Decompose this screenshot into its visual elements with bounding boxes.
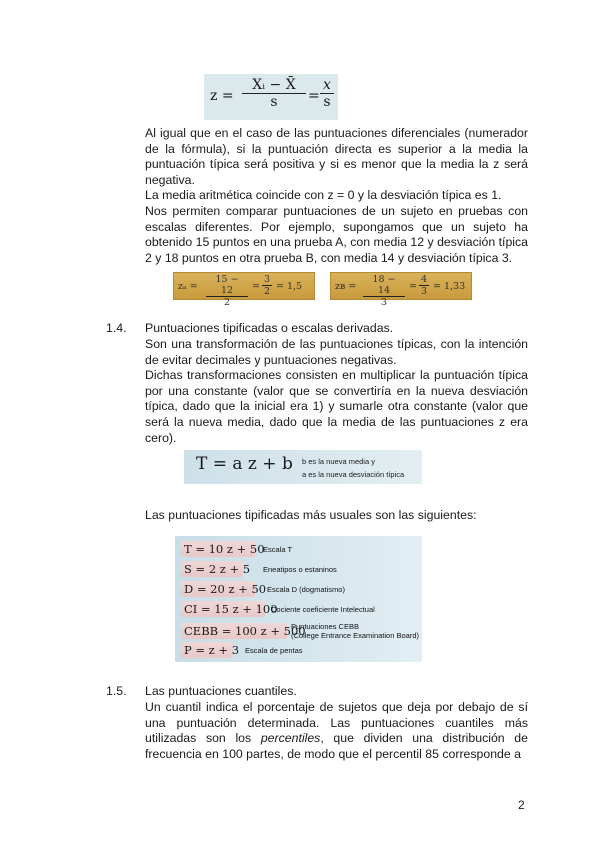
section-body — [145, 700, 528, 762]
zb-example-formula: zʙ = $\frac{18 - 14}{3}$ = $\frac{4}{3}$ = 1,33 — [330, 272, 472, 300]
scales-table: T = 10 z + 50 Escala T S = 2 z + 5 Eneatipos o estaninos D = 20 z + 50 Escala D (dogmatismo) CI = 15 z + 100 Cociente coeficiente Intelectual CEBB = 100 z + 500 Puntuaciones CEBB (College Entrance Examination Board) P = z + 3 Escala de pentas — [175, 536, 422, 662]
section-body — [145, 337, 528, 446]
formula-lhs: z = — [210, 88, 234, 104]
paragraph: La media aritmética coincide con z = 0 y la desviación típica es 1. — [145, 188, 502, 203]
formula-fraction-1: $\frac{\text{Xᵢ − X̄}}{s}$ — [242, 77, 306, 110]
paragraph: Un cuantil indica el porcentaje de sujetos que deja por debajo de sí una puntuación determinada. Las puntuaciones cuantiles más utilizadas son los percentiles, que dividen una distribución de frecuencia en 100 partes, de modo que el percentil 85 corresponde a — [145, 700, 528, 761]
t-formula-note: a es la nueva desviación típica — [302, 470, 405, 479]
paragraph: Al igual que en el caso de las puntuaciones diferenciales (numerador de la fórmula), si la puntuación directa es superior a la media la puntuación típica será positiva y si es menor que la media la z será negativa. — [145, 126, 528, 187]
section-number: 1.4. — [106, 321, 127, 335]
z-score-explanation — [145, 126, 528, 266]
za-example-formula: zₐ = $\frac{15 - 12}{2}$ = $\frac{3}{2}$ = 1,5 — [173, 272, 315, 300]
formula-eq: = — [308, 88, 320, 104]
formula-fraction-2: $\frac{x}{s}$ — [320, 77, 334, 110]
z-score-formula — [204, 74, 338, 120]
section-title: Puntuaciones tipificadas o escalas derivadas. — [145, 321, 394, 335]
paragraph: Nos permiten comparar puntuaciones de un sujeto en pruebas con escalas diferentes. Por ejemplo, supongamos que un sujeto ha obtenido 15 puntos en una prueba A, con media 12 y desviación típica 2 y 18 puntos en otra prueba B, con media 14 y desviación típica 3. — [145, 203, 528, 265]
emphasis-term: percentiles — [260, 731, 321, 746]
t-formula-box — [184, 450, 422, 484]
page-number: 2 — [518, 798, 525, 812]
t-formula-note: b es la nueva media y — [302, 457, 375, 466]
usual-scales-intro: Las puntuaciones tipificadas más usuales son las siguientes: — [145, 508, 477, 522]
section-title: Las puntuaciones cuantiles. — [145, 684, 297, 698]
section-number: 1.5. — [106, 684, 127, 698]
paragraph: Dichas transformaciones consisten en multiplicar la puntuación típica por una constante (valor que se convertiría en la nueva desviación típica, dado que la inicial era 1) y sumarle otra constante (valor que será la nueva media, dado que la media de las puntuaciones z era cero). — [145, 368, 528, 445]
paragraph: Son una transformación de las puntuaciones típicas, con la intención de evitar decimales y puntuaciones negativas. — [145, 337, 528, 367]
t-formula: T = a z + b — [196, 454, 293, 474]
